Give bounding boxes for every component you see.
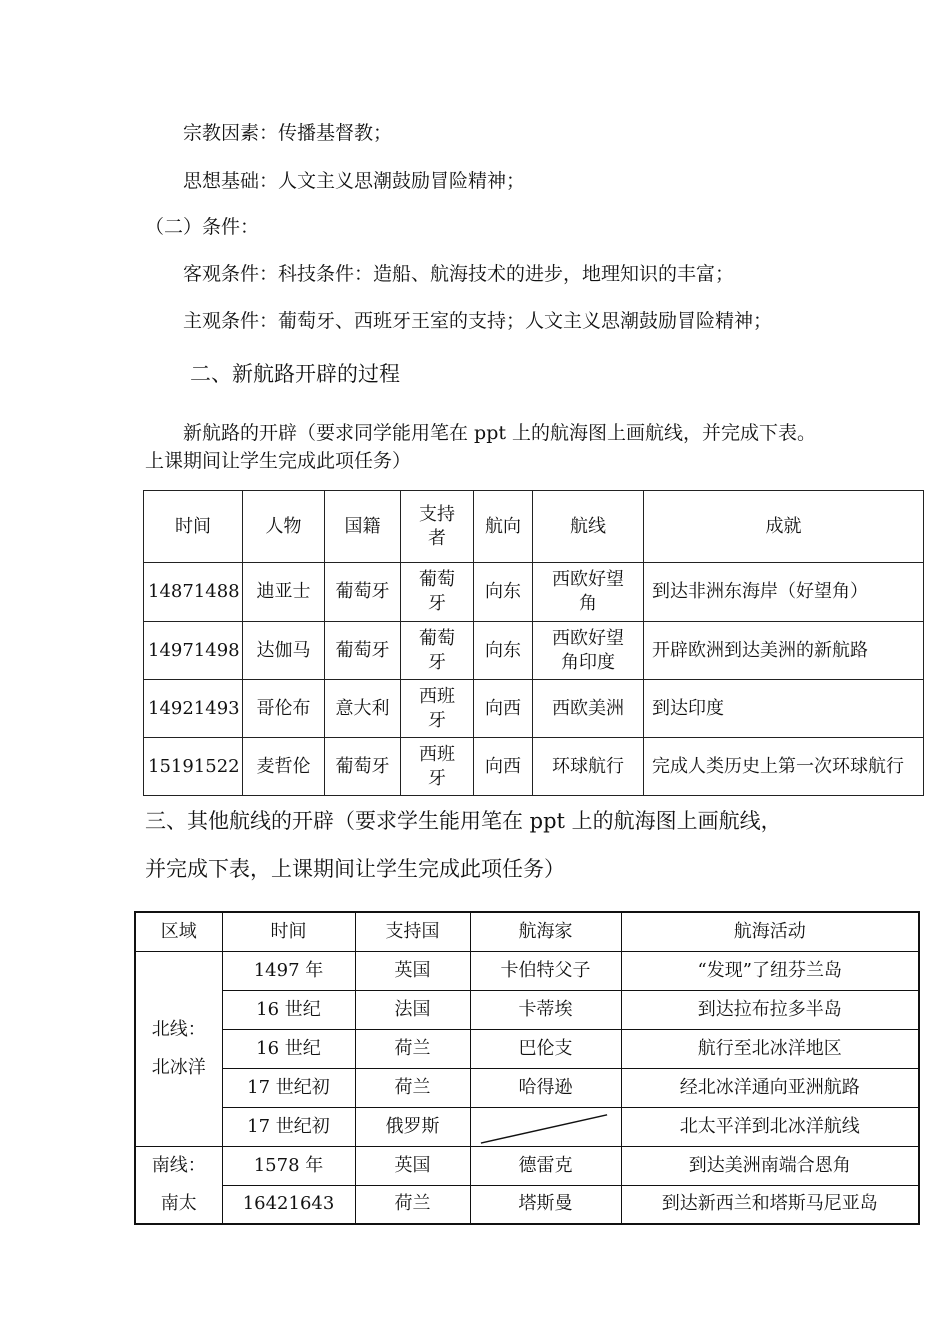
cell-activity: 航行至北冰洋地区 [621,1029,919,1068]
header-supporter: 支持者 [401,491,474,563]
cell-activity: “发现”了纽芬兰岛 [621,951,919,990]
cell-time: 15191522 [144,738,243,796]
section2-desc-line1: 新航路的开辟（要求同学能用笔在 ppt 上的航海图上画航线，并完成下表。 [183,422,817,444]
table-header-row [135,912,919,951]
cell-direction: 向西 [474,680,533,738]
thought-basis: 思想基础：人文主义思潮鼓励冒险精神； [183,170,526,192]
cell-route: 西欧好望角印度 [533,622,644,680]
cell-time: 16421643 [222,1185,355,1224]
table-row [135,1185,919,1224]
cell-nationality: 葡萄牙 [325,738,401,796]
table-row [135,1068,919,1107]
subjective-conditions: 主观条件：葡萄牙、西班牙王室的支持；人文主义思潮鼓励冒险精神； [183,310,773,332]
table-row [144,622,924,680]
header-person: 人物 [243,491,325,563]
cell-achievement: 到达印度 [644,680,924,738]
cell-person: 麦哲伦 [243,738,325,796]
cell-achievement: 开辟欧洲到达美洲的新航路 [644,622,924,680]
cell-country: 俄罗斯 [355,1107,470,1146]
cell-nationality: 葡萄牙 [325,563,401,622]
cell-time: 17 世纪初 [222,1068,355,1107]
header-navigator: 航海家 [470,912,621,951]
cell-time: 17 世纪初 [222,1107,355,1146]
cell-time: 14871488 [144,563,243,622]
cell-supporter: 葡萄牙 [401,563,474,622]
cell-achievement: 到达非洲东海岸（好望角） [644,563,924,622]
table-row [135,1107,919,1146]
table-row [135,1029,919,1068]
cell-navigator: 卡蒂埃 [470,990,621,1029]
cell-navigator: 塔斯曼 [470,1185,621,1224]
cell-navigator: 巴伦支 [470,1029,621,1068]
cell-country: 英国 [355,1146,470,1185]
header-direction: 航向 [474,491,533,563]
table-row [135,990,919,1029]
cell-country: 英国 [355,951,470,990]
diagonal-slash-icon [471,1108,621,1146]
cell-time: 16 世纪 [222,1029,355,1068]
cell-supporter: 西班牙 [401,680,474,738]
header-time: 时间 [144,491,243,563]
cell-time: 16 世纪 [222,990,355,1029]
header-region: 区域 [135,912,222,951]
cell-activity: 到达拉布拉多半岛 [621,990,919,1029]
cell-nationality: 意大利 [325,680,401,738]
cell-activity: 北太平洋到北冰洋航线 [621,1107,919,1146]
header-supporting-country: 支持国 [355,912,470,951]
religion-factor: 宗教因素：传播基督教； [183,122,393,144]
cell-person: 达伽马 [243,622,325,680]
cell-direction: 向西 [474,738,533,796]
cell-route: 西欧好望角 [533,563,644,622]
cell-navigator: 哈得逊 [470,1068,621,1107]
cell-achievement: 完成人类历史上第一次环球航行 [644,738,924,796]
table-row [144,680,924,738]
cell-person: 哥伦布 [243,680,325,738]
cell-activity: 经北冰洋通向亚洲航路 [621,1068,919,1107]
cell-activity: 到达新西兰和塔斯马尼亚岛 [621,1185,919,1224]
new-routes-table [143,490,924,796]
region-north: 北线：北冰洋 [135,951,222,1146]
cell-supporter: 葡萄牙 [401,622,474,680]
table-row [144,563,924,622]
cell-person: 迪亚士 [243,563,325,622]
section3-title-line1: 三、其他航线的开辟（要求学生能用笔在 ppt 上的航海图上画航线， [145,809,782,833]
table-row [135,1146,919,1185]
header-time: 时间 [222,912,355,951]
cell-route: 环球航行 [533,738,644,796]
other-routes-table [134,911,920,1225]
cell-supporter: 西班牙 [401,738,474,796]
objective-conditions: 客观条件：科技条件：造船、航海技术的进步，地理知识的丰富； [183,263,735,285]
cell-country: 荷兰 [355,1185,470,1224]
cell-nationality: 葡萄牙 [325,622,401,680]
region-south: 南线：南太 [135,1146,222,1224]
cell-country: 荷兰 [355,1029,470,1068]
table-row [144,738,924,796]
section3-title-line2: 并完成下表，上课期间让学生完成此项任务） [145,857,565,881]
cell-route: 西欧美洲 [533,680,644,738]
section2-title: 二、新航路开辟的过程 [190,362,400,386]
cell-direction: 向东 [474,563,533,622]
cell-time: 14921493 [144,680,243,738]
table-header-row [144,491,924,563]
header-route: 航线 [533,491,644,563]
cell-activity: 到达美洲南端合恩角 [621,1146,919,1185]
diagonal-slash-cell [470,1107,621,1146]
cell-navigator: 德雷克 [470,1146,621,1185]
conditions-title: （二）条件： [145,216,260,238]
section2-desc-line2: 上课期间让学生完成此项任务） [145,450,412,472]
cell-country: 荷兰 [355,1068,470,1107]
cell-time: 1497 年 [222,951,355,990]
cell-country: 法国 [355,990,470,1029]
cell-time: 1578 年 [222,1146,355,1185]
cell-time: 14971498 [144,622,243,680]
header-nationality: 国籍 [325,491,401,563]
cell-navigator: 卡伯特父子 [470,951,621,990]
cell-direction: 向东 [474,622,533,680]
header-achievement: 成就 [644,491,924,563]
header-voyage-activity: 航海活动 [621,912,919,951]
table-row [135,951,919,990]
